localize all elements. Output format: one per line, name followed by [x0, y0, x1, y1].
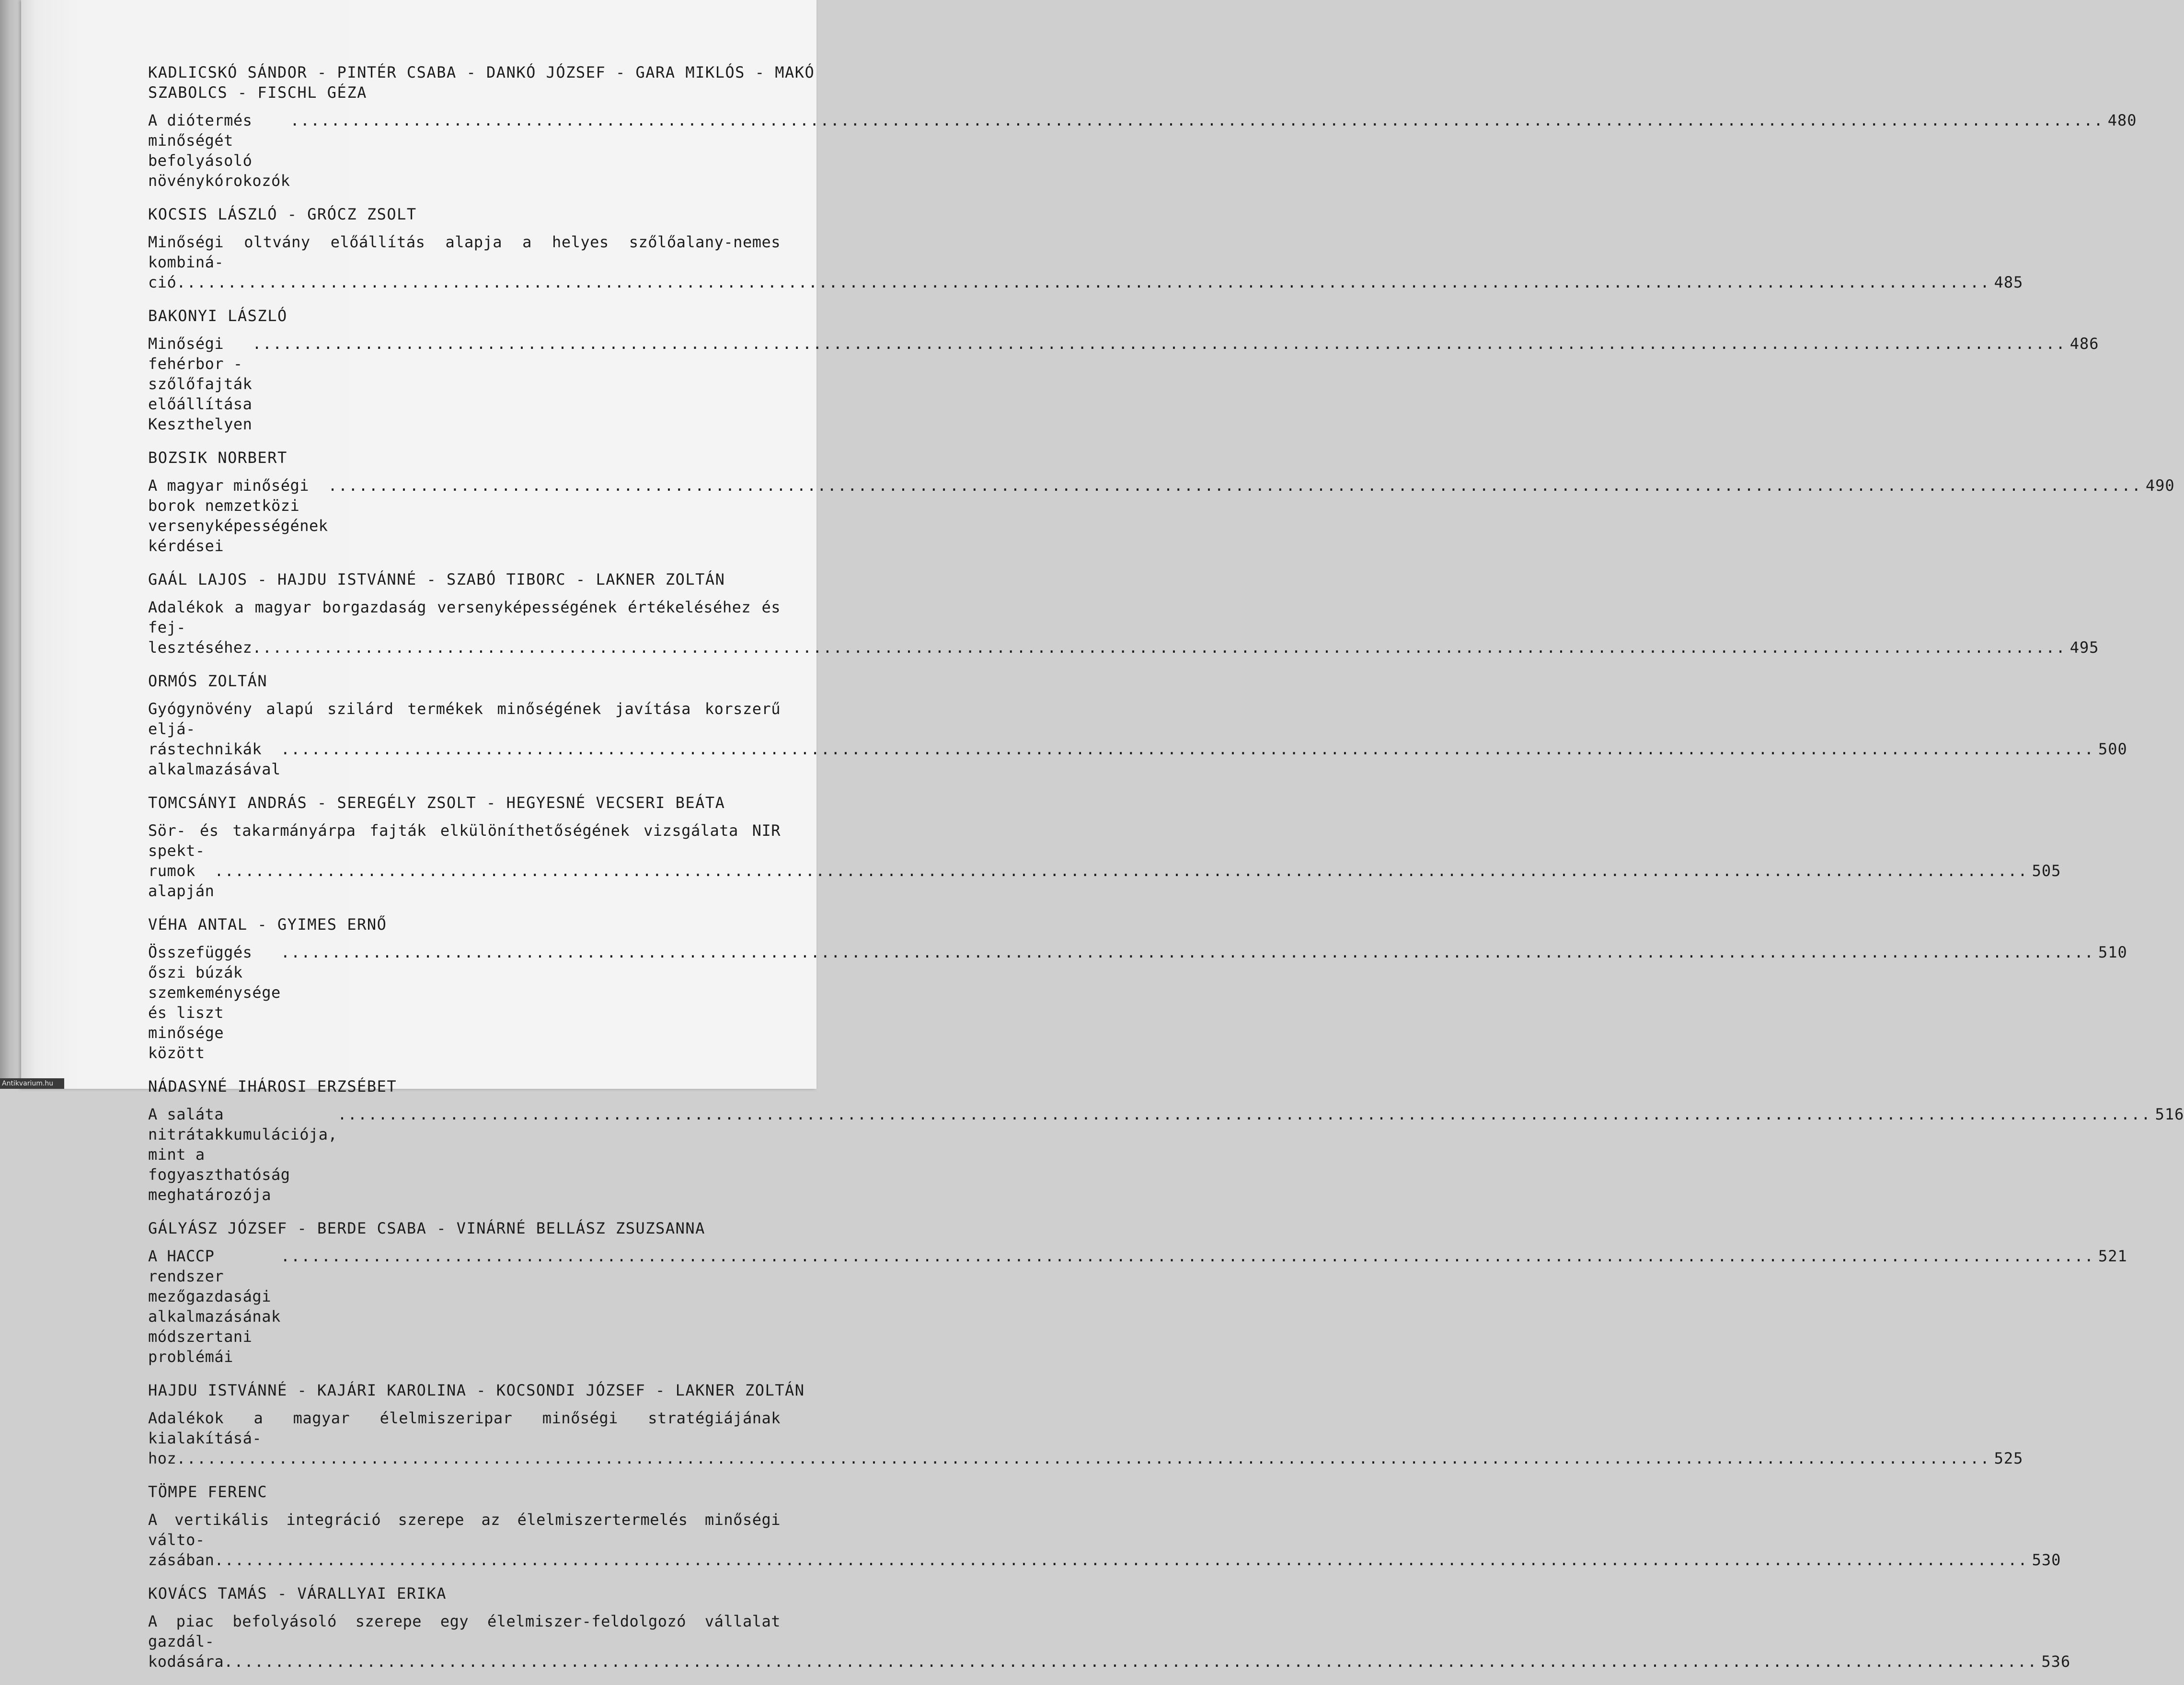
entry-title-line: Sör- és takarmányárpa fajták elkülöníthetőségének vizsgálata NIR spekt- [148, 821, 781, 860]
dot-leader [252, 637, 2066, 658]
dot-leader [281, 739, 2094, 759]
entry-authors: GAÁL LAJOS - HAJDU ISTVÁNNÉ - SZABÓ TIBORC - LAKNER ZOLTÁN [148, 570, 725, 589]
entry-title-row [148, 1104, 2184, 1205]
entry-title: lesztéséhez [148, 638, 253, 657]
page-number: 516 [2155, 1105, 2184, 1123]
toc-entry [148, 1076, 2184, 1205]
toc-entry [148, 793, 2061, 901]
entry-authors: TÖMPE FERENC [148, 1483, 268, 1501]
entry-title-row [148, 475, 2175, 556]
entry-authors: TOMCSÁNYI ANDRÁS - SEREGÉLY ZSOLT - HEGYESNÉ VECSERI BEÁTA [148, 794, 725, 812]
entry-title-line: Adalékok a magyar borgazdaság versenyképességének értékeléséhez és fej- [148, 598, 781, 636]
page-number: 525 [1994, 1449, 2023, 1467]
dot-leader [176, 272, 1990, 292]
entry-title-line: Gyógynövény alapú szilárd termékek minőségének javítása korszerű eljá- [148, 700, 781, 738]
page-number: 486 [2069, 335, 2099, 353]
toc-entry [148, 306, 2099, 434]
page-number: 480 [2107, 111, 2137, 129]
dot-leader [337, 1104, 2151, 1124]
page-number: 485 [1994, 273, 2023, 291]
entry-title-row [148, 1550, 2061, 1570]
entry-title-line: A piac befolyásoló szerepe egy élelmiszer-feldolgozó vállalat gazdál- [148, 1612, 781, 1650]
entry-title: A magyar minőségi borok nemzetközi versenyképességének kérdései [148, 476, 338, 555]
dot-leader [252, 334, 2066, 354]
entry-title-row [148, 861, 2061, 901]
entry-authors: VÉHA ANTAL - GYIMES ERNŐ [148, 915, 387, 934]
page [21, 0, 2184, 1671]
entry-title-row [148, 272, 2023, 292]
toc-entry [148, 1218, 2127, 1367]
toc-entry [148, 1380, 2023, 1468]
entry-authors: BOZSIK NORBERT [148, 449, 287, 467]
entry-title-row [148, 110, 2137, 191]
dot-leader [281, 1246, 2094, 1266]
entry-title-row [148, 637, 2099, 658]
page-number: 505 [2032, 862, 2061, 880]
entry-title-line: Minőségi oltvány előállítás alapja a helyes szőlőalany-nemes kombiná- [148, 233, 781, 271]
dot-leader [214, 1550, 2028, 1570]
entry-authors: KOVÁCS TAMÁS - VÁRALLYAI ERIKA [148, 1584, 447, 1603]
page-edge [0, 0, 21, 1089]
entry-title: A diótermés minőségét befolyásoló növénykórokozók [148, 111, 290, 190]
entry-title-row [148, 1448, 2023, 1468]
page-number: 495 [2069, 638, 2099, 657]
entry-title-row [148, 1651, 2071, 1672]
entry-title-row [148, 942, 2127, 1063]
entry-title-line: Adalékok a magyar élelmiszeripar minőségi stratégiájának kialakításá- [148, 1409, 781, 1447]
entry-title-row [148, 334, 2099, 434]
page-number: 521 [2098, 1247, 2127, 1265]
entry-title: hoz [148, 1449, 177, 1467]
toc-entry [148, 1482, 2061, 1570]
page-number: 500 [2098, 740, 2127, 758]
entry-title-row [148, 1246, 2127, 1367]
dot-leader [214, 861, 2028, 881]
entry-authors: GÁLYÁSZ JÓZSEF - BERDE CSABA - VINÁRNÉ BELLÁSZ ZSUZSANNA [148, 1219, 705, 1237]
entry-authors: NÁDASYNÉ IHÁROSI ERZSÉBET [148, 1077, 397, 1096]
entry-title: A saláta nitrátakkumulációja, mint a fogyaszthatóság meghatározója [148, 1105, 347, 1204]
entry-title: rumok alapján [148, 862, 215, 900]
entry-title: Összefüggés őszi búzák szemkeménysége és liszt minősége között [148, 943, 290, 1062]
page-number: 530 [2032, 1551, 2061, 1569]
page-number: 510 [2098, 943, 2127, 961]
page-number: 536 [2041, 1652, 2071, 1671]
entry-authors: HAJDU ISTVÁNNÉ - KAJÁRI KAROLINA - KOCSONDI JÓZSEF - LAKNER ZOLTÁN [148, 1381, 805, 1399]
entry-title: Minőségi fehérbor - szőlőfajták előállítása Keszthelyen [148, 335, 262, 433]
entry-title: zásában [148, 1551, 215, 1569]
toc-entry [148, 671, 2127, 779]
toc-entry [148, 204, 2023, 292]
entry-title-line: A vertikális integráció szerepe az élelmiszertermelés minőségi válto- [148, 1511, 781, 1549]
entry-title: rástechnikák alkalmazásával [148, 740, 281, 778]
dot-leader [224, 1651, 2037, 1672]
toc-entry [148, 62, 2137, 191]
entry-authors: BAKONYI LÁSZLÓ [148, 307, 287, 325]
table-of-contents [148, 62, 2184, 1685]
entry-authors: KOCSIS LÁSZLÓ - GRÓCZ ZSOLT [148, 205, 417, 223]
dot-leader [328, 475, 2142, 496]
toc-entry [148, 1583, 2071, 1672]
entry-title-row [148, 739, 2127, 779]
toc-entry [148, 914, 2127, 1063]
dot-leader [290, 110, 2104, 130]
watermark: Antikvarium.hu [0, 1078, 64, 1089]
toc-entry [148, 448, 2175, 556]
dot-leader [281, 942, 2094, 962]
page-number: 490 [2145, 476, 2175, 495]
dot-leader [176, 1448, 1990, 1468]
entry-authors: KADLICSKÓ SÁNDOR - PINTÉR CSABA - DANKÓ JÓZSEF - GARA MIKLÓS - MAKÓ SZABOLCS - FISCHL GÉZA [148, 63, 815, 102]
entry-authors: ORMÓS ZOLTÁN [148, 672, 268, 690]
entry-title: kodására [148, 1652, 224, 1671]
entry-title: A HACCP rendszer mezőgazdasági alkalmazásának módszertani problémái [148, 1247, 290, 1366]
toc-entry [148, 569, 2099, 658]
entry-title: ció [148, 273, 177, 291]
